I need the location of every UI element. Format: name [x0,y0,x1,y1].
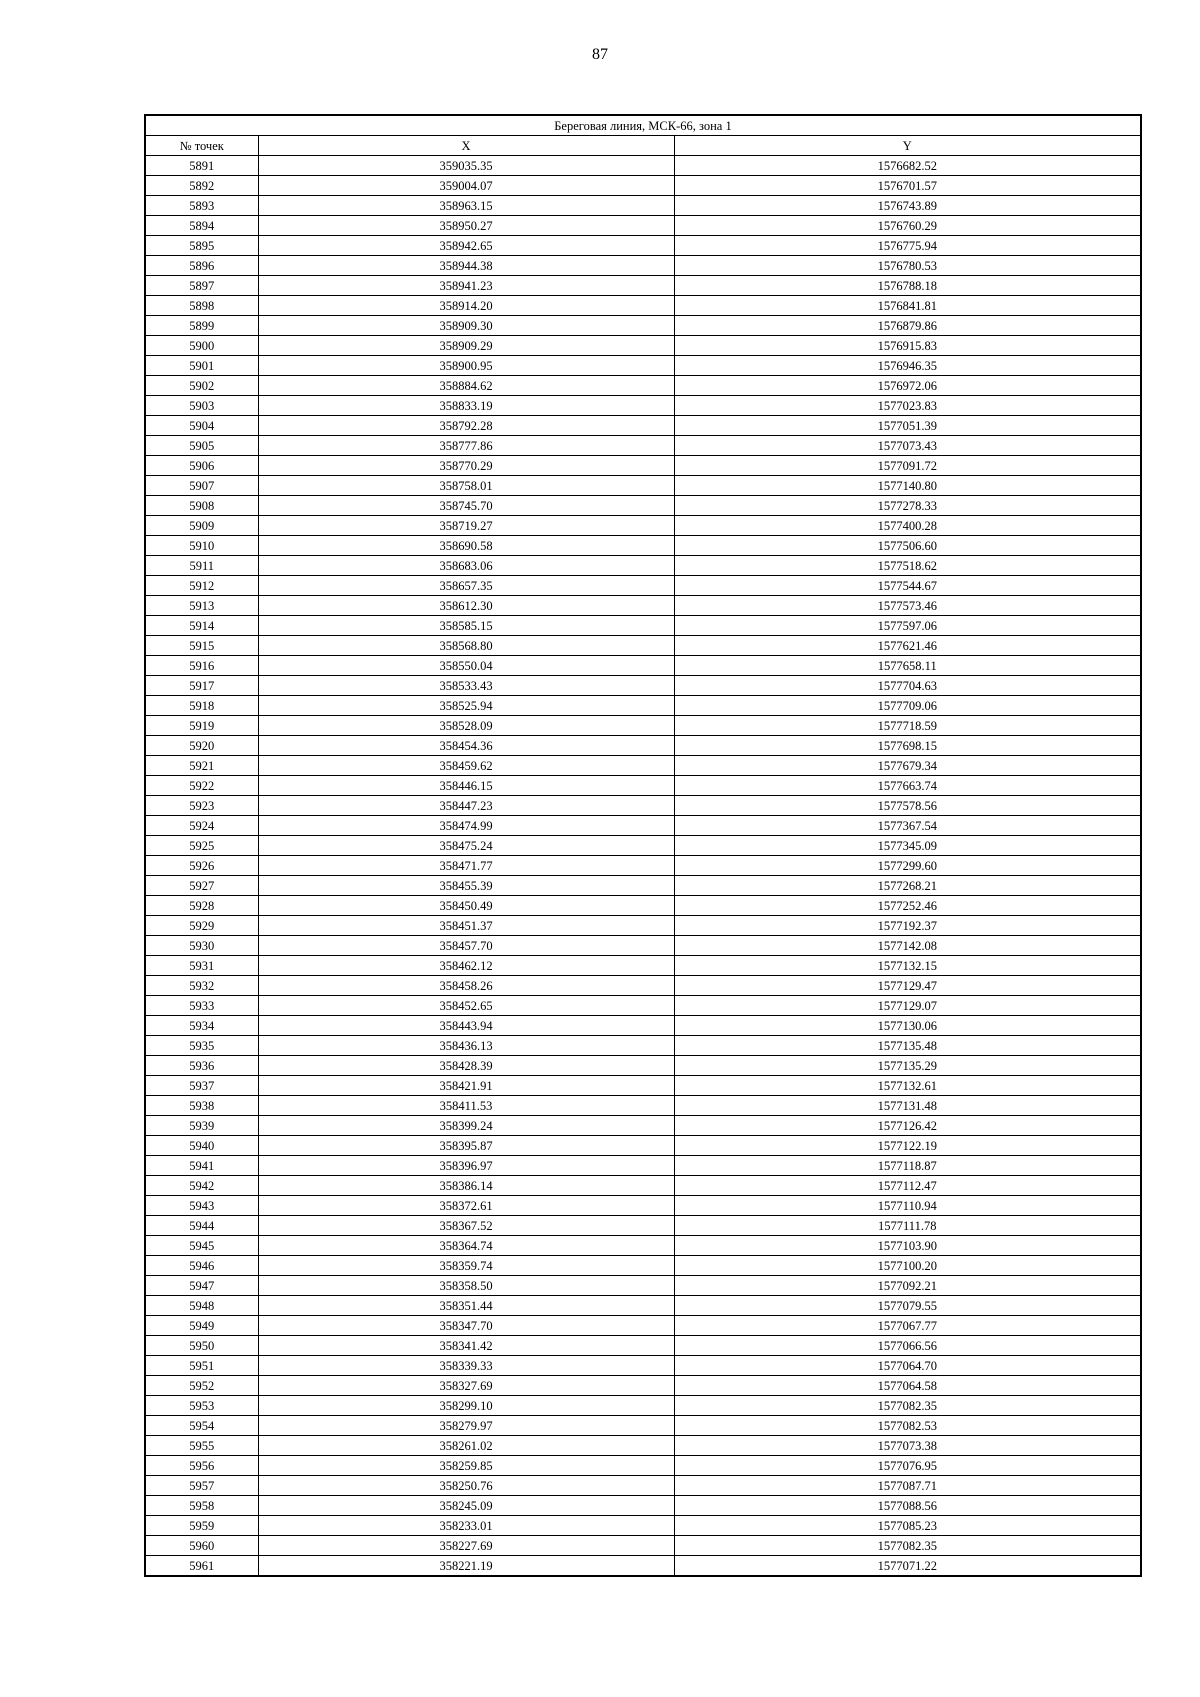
y-coordinate-cell: 1577064.58 [674,1376,1141,1396]
point-number-cell: 5959 [145,1516,258,1536]
point-number-cell: 5918 [145,696,258,716]
y-coordinate-cell: 1577073.43 [674,436,1141,456]
table-row [145,176,1141,196]
table-header-row [145,136,1141,156]
y-coordinate-cell: 1576780.53 [674,256,1141,276]
x-coordinate-cell: 358758.01 [258,476,674,496]
y-coordinate-cell: 1577112.47 [674,1176,1141,1196]
x-coordinate-cell: 358450.49 [258,896,674,916]
x-coordinate-cell: 358250.76 [258,1476,674,1496]
table-row [145,1536,1141,1556]
table-row [145,1396,1141,1416]
x-coordinate-cell: 358475.24 [258,836,674,856]
table-row [145,1376,1141,1396]
point-number-cell: 5939 [145,1116,258,1136]
table-row [145,256,1141,276]
y-coordinate-cell: 1577544.67 [674,576,1141,596]
x-coordinate-cell: 358900.95 [258,356,674,376]
x-coordinate-cell: 358341.42 [258,1336,674,1356]
table-row [145,1256,1141,1276]
point-number-cell: 5917 [145,676,258,696]
x-coordinate-cell: 358462.12 [258,956,674,976]
y-coordinate-cell: 1577573.46 [674,596,1141,616]
point-number-cell: 5952 [145,1376,258,1396]
column-header-y: Y [674,136,1141,156]
y-coordinate-cell: 1577064.70 [674,1356,1141,1376]
x-coordinate-cell: 358245.09 [258,1496,674,1516]
point-number-cell: 5955 [145,1436,258,1456]
y-coordinate-cell: 1577130.06 [674,1016,1141,1036]
x-coordinate-cell: 358421.91 [258,1076,674,1096]
x-coordinate-cell: 358221.19 [258,1556,674,1577]
y-coordinate-cell: 1577076.95 [674,1456,1141,1476]
table-row [145,876,1141,896]
point-number-cell: 5907 [145,476,258,496]
table-row [145,356,1141,376]
point-number-cell: 5893 [145,196,258,216]
point-number-cell: 5951 [145,1356,258,1376]
point-number-cell: 5919 [145,716,258,736]
column-header-x: X [258,136,674,156]
table-row [145,796,1141,816]
table-row [145,736,1141,756]
table-row [145,596,1141,616]
table-row [145,1016,1141,1036]
table-body [145,156,1141,1577]
table-row [145,316,1141,336]
x-coordinate-cell: 358909.30 [258,316,674,336]
x-coordinate-cell: 358395.87 [258,1136,674,1156]
point-number-cell: 5944 [145,1216,258,1236]
y-coordinate-cell: 1577088.56 [674,1496,1141,1516]
y-coordinate-cell: 1577132.61 [674,1076,1141,1096]
y-coordinate-cell: 1576760.29 [674,216,1141,236]
x-coordinate-cell: 358339.33 [258,1356,674,1376]
y-coordinate-cell: 1577518.62 [674,556,1141,576]
table-row [145,1476,1141,1496]
y-coordinate-cell: 1577067.77 [674,1316,1141,1336]
y-coordinate-cell: 1576775.94 [674,236,1141,256]
table-row [145,336,1141,356]
table-row [145,376,1141,396]
x-coordinate-cell: 358458.26 [258,976,674,996]
table-row [145,436,1141,456]
table-row [145,696,1141,716]
point-number-cell: 5895 [145,236,258,256]
x-coordinate-cell: 358364.74 [258,1236,674,1256]
y-coordinate-cell: 1577126.42 [674,1116,1141,1136]
x-coordinate-cell: 358909.29 [258,336,674,356]
coordinates-table [144,114,1142,1577]
x-coordinate-cell: 358299.10 [258,1396,674,1416]
point-number-cell: 5897 [145,276,258,296]
point-number-cell: 5926 [145,856,258,876]
y-coordinate-cell: 1577679.34 [674,756,1141,776]
x-coordinate-cell: 358745.70 [258,496,674,516]
y-coordinate-cell: 1576743.89 [674,196,1141,216]
x-coordinate-cell: 358233.01 [258,1516,674,1536]
x-coordinate-cell: 358657.35 [258,576,674,596]
table-row [145,1136,1141,1156]
y-coordinate-cell: 1576841.81 [674,296,1141,316]
y-coordinate-cell: 1577192.37 [674,916,1141,936]
table-row [145,716,1141,736]
y-coordinate-cell: 1576972.06 [674,376,1141,396]
y-coordinate-cell: 1577110.94 [674,1196,1141,1216]
point-number-cell: 5957 [145,1476,258,1496]
x-coordinate-cell: 358372.61 [258,1196,674,1216]
point-number-cell: 5916 [145,656,258,676]
y-coordinate-cell: 1577698.15 [674,736,1141,756]
y-coordinate-cell: 1577299.60 [674,856,1141,876]
x-coordinate-cell: 358451.37 [258,916,674,936]
table-row [145,916,1141,936]
y-coordinate-cell: 1577071.22 [674,1556,1141,1577]
x-coordinate-cell: 358443.94 [258,1016,674,1036]
x-coordinate-cell: 358386.14 [258,1176,674,1196]
x-coordinate-cell: 358941.23 [258,276,674,296]
point-number-cell: 5913 [145,596,258,616]
point-number-cell: 5938 [145,1096,258,1116]
y-coordinate-cell: 1577252.46 [674,896,1141,916]
table-row [145,1176,1141,1196]
y-coordinate-cell: 1577597.06 [674,616,1141,636]
point-number-cell: 5921 [145,756,258,776]
x-coordinate-cell: 358454.36 [258,736,674,756]
table-row [145,996,1141,1016]
point-number-cell: 5909 [145,516,258,536]
x-coordinate-cell: 358833.19 [258,396,674,416]
point-number-cell: 5950 [145,1336,258,1356]
x-coordinate-cell: 358452.65 [258,996,674,1016]
point-number-cell: 5948 [145,1296,258,1316]
x-coordinate-cell: 358533.43 [258,676,674,696]
table-row [145,676,1141,696]
y-coordinate-cell: 1577111.78 [674,1216,1141,1236]
point-number-cell: 5902 [145,376,258,396]
x-coordinate-cell: 358884.62 [258,376,674,396]
table-row [145,976,1141,996]
y-coordinate-cell: 1577100.20 [674,1256,1141,1276]
table-row [145,276,1141,296]
table-row [145,416,1141,436]
point-number-cell: 5898 [145,296,258,316]
table-row [145,1516,1141,1536]
point-number-cell: 5936 [145,1056,258,1076]
x-coordinate-cell: 358279.97 [258,1416,674,1436]
point-number-cell: 5928 [145,896,258,916]
point-number-cell: 5935 [145,1036,258,1056]
table-row [145,636,1141,656]
table-title: Береговая линия, МСК-66, зона 1 [145,115,1141,136]
y-coordinate-cell: 1577268.21 [674,876,1141,896]
point-number-cell: 5958 [145,1496,258,1516]
y-coordinate-cell: 1577073.38 [674,1436,1141,1456]
x-coordinate-cell: 358446.15 [258,776,674,796]
x-coordinate-cell: 358944.38 [258,256,674,276]
table-row [145,956,1141,976]
table-row [145,216,1141,236]
x-coordinate-cell: 358568.80 [258,636,674,656]
point-number-cell: 5904 [145,416,258,436]
y-coordinate-cell: 1577087.71 [674,1476,1141,1496]
point-number-cell: 5937 [145,1076,258,1096]
x-coordinate-cell: 358459.62 [258,756,674,776]
y-coordinate-cell: 1577122.19 [674,1136,1141,1156]
y-coordinate-cell: 1576879.86 [674,316,1141,336]
point-number-cell: 5929 [145,916,258,936]
y-coordinate-cell: 1577709.06 [674,696,1141,716]
point-number-cell: 5920 [145,736,258,756]
y-coordinate-cell: 1577718.59 [674,716,1141,736]
table-row [145,1276,1141,1296]
table-row [145,476,1141,496]
table-row [145,556,1141,576]
y-coordinate-cell: 1577051.39 [674,416,1141,436]
x-coordinate-cell: 358525.94 [258,696,674,716]
point-number-cell: 5896 [145,256,258,276]
point-number-cell: 5910 [145,536,258,556]
point-number-cell: 5947 [145,1276,258,1296]
column-header-point-number: № точек [145,136,258,156]
table-row [145,1336,1141,1356]
point-number-cell: 5927 [145,876,258,896]
table-row [145,856,1141,876]
y-coordinate-cell: 1577506.60 [674,536,1141,556]
y-coordinate-cell: 1577129.47 [674,976,1141,996]
x-coordinate-cell: 358428.39 [258,1056,674,1076]
point-number-cell: 5925 [145,836,258,856]
y-coordinate-cell: 1577663.74 [674,776,1141,796]
x-coordinate-cell: 358963.15 [258,196,674,216]
point-number-cell: 5930 [145,936,258,956]
x-coordinate-cell: 358690.58 [258,536,674,556]
table-row [145,516,1141,536]
point-number-cell: 5899 [145,316,258,336]
table-row [145,1416,1141,1436]
point-number-cell: 5933 [145,996,258,1016]
x-coordinate-cell: 358950.27 [258,216,674,236]
table-row [145,656,1141,676]
y-coordinate-cell: 1577118.87 [674,1156,1141,1176]
point-number-cell: 5906 [145,456,258,476]
x-coordinate-cell: 359004.07 [258,176,674,196]
table-row [145,1236,1141,1256]
x-coordinate-cell: 358914.20 [258,296,674,316]
table-row [145,196,1141,216]
table-row [145,836,1141,856]
table-row [145,1296,1141,1316]
point-number-cell: 5912 [145,576,258,596]
x-coordinate-cell: 358457.70 [258,936,674,956]
point-number-cell: 5911 [145,556,258,576]
x-coordinate-cell: 358227.69 [258,1536,674,1556]
point-number-cell: 5954 [145,1416,258,1436]
x-coordinate-cell: 358367.52 [258,1216,674,1236]
x-coordinate-cell: 358777.86 [258,436,674,456]
x-coordinate-cell: 358474.99 [258,816,674,836]
point-number-cell: 5924 [145,816,258,836]
y-coordinate-cell: 1577023.83 [674,396,1141,416]
x-coordinate-cell: 358259.85 [258,1456,674,1476]
point-number-cell: 5903 [145,396,258,416]
y-coordinate-cell: 1576915.83 [674,336,1141,356]
x-coordinate-cell: 358399.24 [258,1116,674,1136]
x-coordinate-cell: 358585.15 [258,616,674,636]
y-coordinate-cell: 1576788.18 [674,276,1141,296]
point-number-cell: 5901 [145,356,258,376]
table-row [145,896,1141,916]
y-coordinate-cell: 1577278.33 [674,496,1141,516]
y-coordinate-cell: 1577400.28 [674,516,1141,536]
y-coordinate-cell: 1577129.07 [674,996,1141,1016]
x-coordinate-cell: 358358.50 [258,1276,674,1296]
table-row [145,1156,1141,1176]
point-number-cell: 5940 [145,1136,258,1156]
point-number-cell: 5922 [145,776,258,796]
table-row [145,1496,1141,1516]
point-number-cell: 5894 [145,216,258,236]
y-coordinate-cell: 1577066.56 [674,1336,1141,1356]
table-row [145,1356,1141,1376]
x-coordinate-cell: 358528.09 [258,716,674,736]
table-row [145,396,1141,416]
table-row [145,1196,1141,1216]
point-number-cell: 5891 [145,156,258,176]
y-coordinate-cell: 1577085.23 [674,1516,1141,1536]
point-number-cell: 5934 [145,1016,258,1036]
y-coordinate-cell: 1577135.29 [674,1056,1141,1076]
point-number-cell: 5949 [145,1316,258,1336]
y-coordinate-cell: 1577092.21 [674,1276,1141,1296]
table-title-row [145,115,1141,136]
table-row [145,536,1141,556]
y-coordinate-cell: 1576701.57 [674,176,1141,196]
y-coordinate-cell: 1577079.55 [674,1296,1141,1316]
point-number-cell: 5914 [145,616,258,636]
x-coordinate-cell: 358436.13 [258,1036,674,1056]
table-row [145,1556,1141,1577]
x-coordinate-cell: 358683.06 [258,556,674,576]
x-coordinate-cell: 358550.04 [258,656,674,676]
table-row [145,756,1141,776]
table-row [145,1036,1141,1056]
x-coordinate-cell: 358447.23 [258,796,674,816]
x-coordinate-cell: 358411.53 [258,1096,674,1116]
point-number-cell: 5923 [145,796,258,816]
y-coordinate-cell: 1577140.80 [674,476,1141,496]
table-row [145,1316,1141,1336]
table-row [145,1456,1141,1476]
x-coordinate-cell: 358351.44 [258,1296,674,1316]
point-number-cell: 5892 [145,176,258,196]
y-coordinate-cell: 1577091.72 [674,456,1141,476]
x-coordinate-cell: 358359.74 [258,1256,674,1276]
point-number-cell: 5945 [145,1236,258,1256]
point-number-cell: 5905 [145,436,258,456]
point-number-cell: 5942 [145,1176,258,1196]
x-coordinate-cell: 358942.65 [258,236,674,256]
point-number-cell: 5960 [145,1536,258,1556]
table-row [145,1076,1141,1096]
x-coordinate-cell: 358770.29 [258,456,674,476]
x-coordinate-cell: 358327.69 [258,1376,674,1396]
y-coordinate-cell: 1577082.35 [674,1536,1141,1556]
table-row [145,1116,1141,1136]
x-coordinate-cell: 358719.27 [258,516,674,536]
table-row [145,1216,1141,1236]
x-coordinate-cell: 358455.39 [258,876,674,896]
y-coordinate-cell: 1576946.35 [674,356,1141,376]
table-row [145,1436,1141,1456]
x-coordinate-cell: 358396.97 [258,1156,674,1176]
point-number-cell: 5941 [145,1156,258,1176]
y-coordinate-cell: 1576682.52 [674,156,1141,176]
y-coordinate-cell: 1577367.54 [674,816,1141,836]
table-row [145,776,1141,796]
table-row [145,156,1141,176]
point-number-cell: 5900 [145,336,258,356]
table-row [145,936,1141,956]
point-number-cell: 5953 [145,1396,258,1416]
table-row [145,616,1141,636]
point-number-cell: 5956 [145,1456,258,1476]
page-number: 87 [592,46,608,63]
table-row [145,1096,1141,1116]
table-row [145,576,1141,596]
y-coordinate-cell: 1577082.35 [674,1396,1141,1416]
x-coordinate-cell: 358347.70 [258,1316,674,1336]
x-coordinate-cell: 358471.77 [258,856,674,876]
x-coordinate-cell: 358792.28 [258,416,674,436]
table-row [145,236,1141,256]
y-coordinate-cell: 1577578.56 [674,796,1141,816]
table-row [145,1056,1141,1076]
y-coordinate-cell: 1577131.48 [674,1096,1141,1116]
y-coordinate-cell: 1577142.08 [674,936,1141,956]
table-row [145,456,1141,476]
table-row [145,296,1141,316]
point-number-cell: 5915 [145,636,258,656]
point-number-cell: 5961 [145,1556,258,1577]
y-coordinate-cell: 1577658.11 [674,656,1141,676]
y-coordinate-cell: 1577132.15 [674,956,1141,976]
table-row [145,816,1141,836]
point-number-cell: 5943 [145,1196,258,1216]
point-number-cell: 5946 [145,1256,258,1276]
x-coordinate-cell: 359035.35 [258,156,674,176]
y-coordinate-cell: 1577704.63 [674,676,1141,696]
y-coordinate-cell: 1577103.90 [674,1236,1141,1256]
y-coordinate-cell: 1577345.09 [674,836,1141,856]
x-coordinate-cell: 358612.30 [258,596,674,616]
point-number-cell: 5932 [145,976,258,996]
point-number-cell: 5931 [145,956,258,976]
y-coordinate-cell: 1577621.46 [674,636,1141,656]
table-row [145,496,1141,516]
x-coordinate-cell: 358261.02 [258,1436,674,1456]
y-coordinate-cell: 1577082.53 [674,1416,1141,1436]
y-coordinate-cell: 1577135.48 [674,1036,1141,1056]
point-number-cell: 5908 [145,496,258,516]
